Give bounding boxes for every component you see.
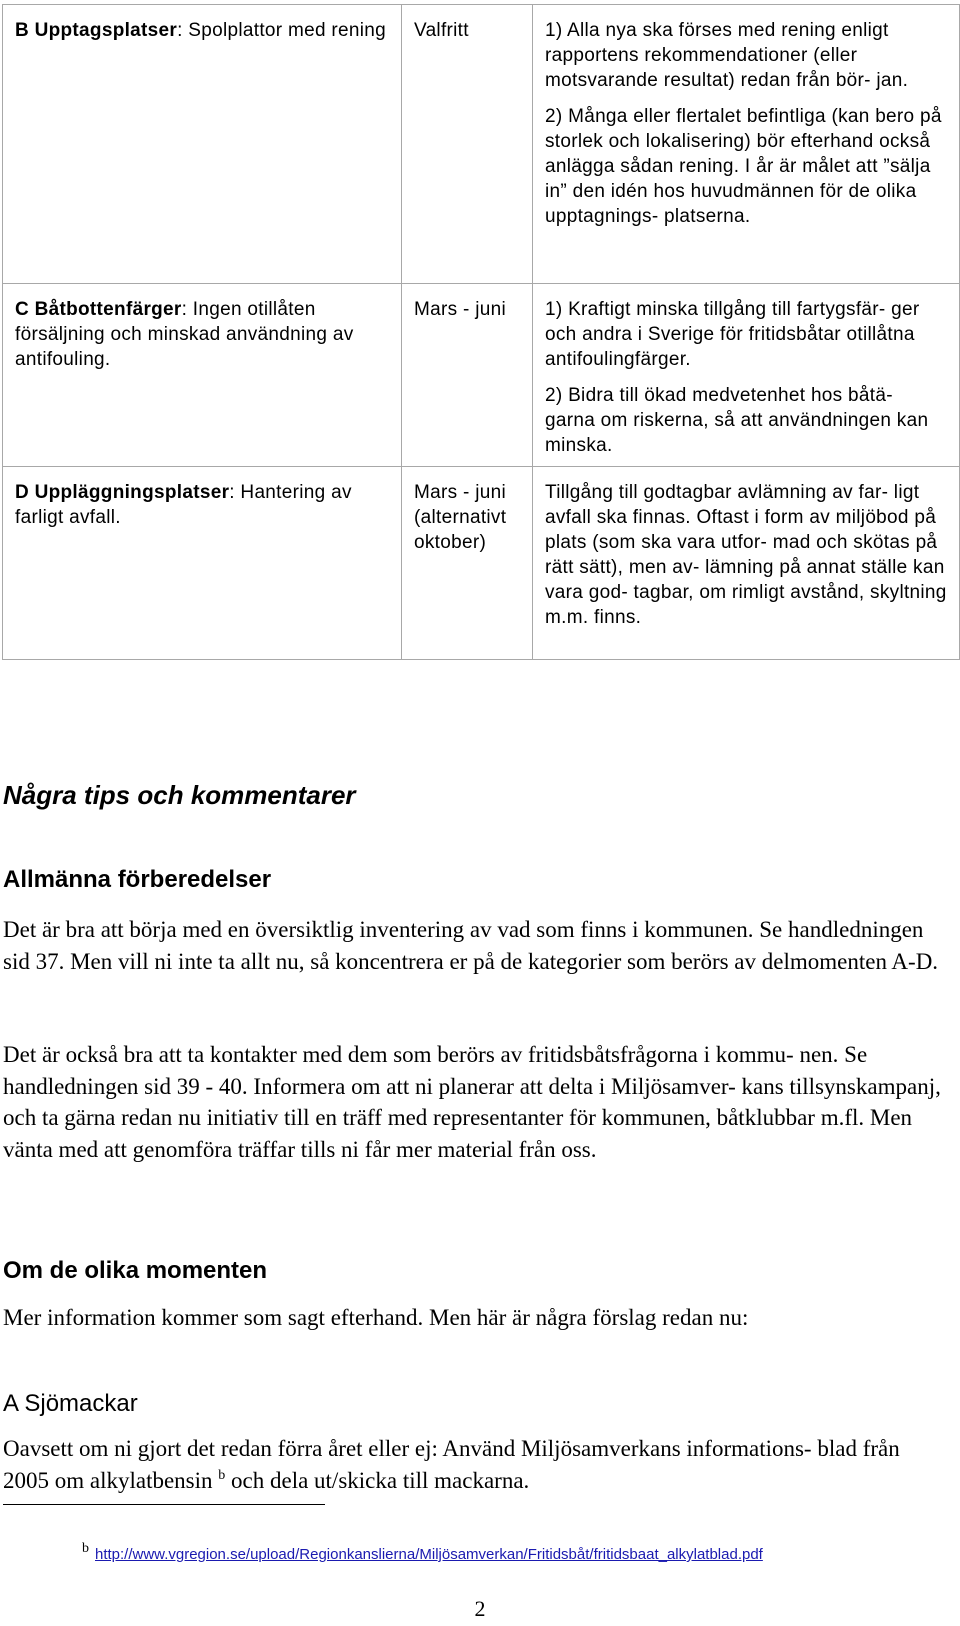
table-row: [3, 467, 960, 660]
paragraph-a-text-end: och dela ut/skicka till mackarna.: [225, 1467, 530, 1493]
subject-bold: D Uppläggningsplatser: [15, 482, 230, 503]
table-cell-subject: [3, 467, 402, 660]
goal-text: 1) Alla nya ska förses med rening enligt rapportens rekommendationer (eller motsvarande resultat) redan från bör- jan.: [545, 20, 909, 91]
goal-text: 2) Bidra till ökad medvetenhet hos båtä- garna om riskerna, så att användningen kan minska.: [545, 385, 929, 456]
campaign-table: [2, 4, 960, 660]
table-cell-goals: [533, 467, 960, 660]
table-cell-goals: [533, 5, 960, 284]
page-number: 2: [474, 1596, 486, 1621]
table-cell-period: [402, 284, 533, 467]
footnote-link[interactable]: http://www.vgregion.se/upload/Regionkanslierna/Miljösamverkan/Fritidsbåt/fritidsbaat_alkylatblad.pdf: [95, 1546, 763, 1563]
paragraph-inventory: Det är bra att börja med en översiktlig inventering av vad som finns i kommunen. Se handledningen sid 37. Men vill ni inte ta allt nu, så koncentrera er på de kategorier som berörs av delmomenten A-D.: [3, 917, 939, 974]
footnote: [82, 1541, 763, 1563]
subject-rest: : Spolplattor med rening: [177, 20, 387, 41]
paragraph-a: [3, 1433, 948, 1496]
paragraph-moments: Mer information kommer som sagt efterhand. Men här är några förslag redan nu:: [3, 1305, 749, 1330]
table-cell-subject: [3, 284, 402, 467]
footnote-divider: [3, 1504, 325, 1505]
period-text: Mars - juni (alternativt oktober): [414, 482, 507, 553]
period-text: Valfritt: [414, 20, 469, 41]
table-row: [3, 5, 960, 284]
subject-bold: B Upptagsplatser: [15, 20, 178, 41]
section-title: Några tips och kommentarer: [3, 780, 356, 810]
heading-a-sjomackar: A Sjömackar: [3, 1390, 138, 1417]
subject-rest: : Ingen otillåten försäljning och minskad användning av antifouling.: [15, 299, 354, 370]
footnote-ref: b: [218, 1467, 226, 1483]
period-text: Mars - juni: [414, 299, 506, 320]
heading-general-preparations: Allmänna förberedelser: [3, 866, 272, 893]
paragraph-contacts: Det är också bra att ta kontakter med dem som berörs av fritidsbåtsfrågorna i kommu- nen. Se handledningen sid 39 - 40. Informera om att ni planerar att delta i Miljösamver- kans tillsynskampanj, och ta gärna redan nu initiativ till en träff med representanter för kommunen, båtklubbar m.fl. Men vänta med att genomföra träffar tills ni får mer material från oss.: [3, 1042, 941, 1162]
goal-text: Tillgång till godtagbar avlämning av far- ligt avfall ska finnas. Oftast i form av miljöbod på plats (som ska vara utfor- mad och skötas på rätt sätt), men av- lämning på annat ställe kan vara god- tagbar, om rimligt avstånd, skyltning m.m. finns.: [545, 482, 947, 628]
table-cell-goals: [533, 284, 960, 467]
table-cell-period: [402, 5, 533, 284]
footnote-marker: b: [82, 1541, 89, 1556]
table-row: [3, 284, 960, 467]
goal-text: 2) Många eller flertalet befintliga (kan bero på storlek och lokalisering) bör efterhand också anlägga sådan rening. I år är målet att ”sälja in” den idén hos huvudmännen för de olika upptagnings- platserna.: [545, 106, 942, 227]
subject-bold: C Båtbottenfärger: [15, 299, 182, 320]
subject-rest: : Hantering av farligt avfall.: [15, 482, 352, 528]
paragraph-a-text: Oavsett om ni gjort det redan förra året eller ej: Använd Miljösamverkans informations- blad från 2005 om alkylatbensin: [3, 1436, 900, 1493]
table-cell-subject: [3, 5, 402, 284]
table-cell-period: [402, 467, 533, 660]
goal-text: 1) Kraftigt minska tillgång till fartygsfär- ger och andra i Sverige för fritidsbåtar otillåtna antifoulingfärger.: [545, 299, 920, 370]
heading-moments: Om de olika momenten: [3, 1257, 268, 1284]
